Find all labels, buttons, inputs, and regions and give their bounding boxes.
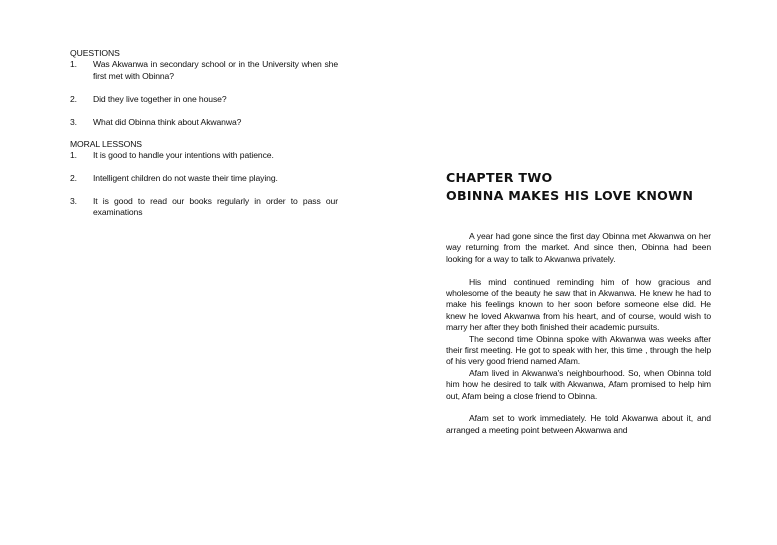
paragraph: Afam lived in Akwanwa's neighbourhood. So, when Obinna told him how he desired to talk with Akwanwa, Afam promised to help him out, Afam being a close friend to Obinna.: [446, 367, 711, 401]
question-text: Did they live together in one house?: [93, 93, 227, 104]
lesson-number: 3.: [70, 195, 77, 206]
question-number: 2.: [70, 93, 77, 104]
chapter-title: OBINNA MAKES HIS LOVE KNOWN: [446, 188, 694, 203]
question-text: Was Akwanwa in secondary school or in the University when she first met with Obinna?: [93, 59, 338, 81]
lesson-number: 2.: [70, 172, 77, 183]
right-page: [446, 169, 711, 436]
paragraph: Afam set to work immediately. He told Akwanwa about it, and arranged a meeting point between Akwanwa and: [446, 413, 711, 435]
chapter-heading: [446, 169, 711, 205]
question-item: [70, 117, 338, 128]
chapter-number: CHAPTER TWO: [446, 170, 553, 185]
moral-lessons-heading: MORAL LESSONS: [70, 138, 142, 149]
question-number: 1.: [70, 59, 77, 70]
question-item: [70, 59, 338, 82]
paragraph: His mind continued reminding him of how gracious and wholesome of the beauty he saw that in Akwanwa. He knew he had to make his feelings known to her soon before someone else did. He knew he loved Akwanwa from his heart, and of course, would wish to marry her after they both finished their academic pursuits.: [446, 276, 711, 333]
moral-lessons-list: [70, 150, 338, 219]
questions-list: [70, 59, 338, 128]
question-text: What did Obinna think about Akwanwa?: [93, 116, 242, 127]
question-item: [70, 94, 338, 105]
lesson-item: [70, 196, 338, 219]
lesson-item: [70, 173, 338, 184]
paragraph: A year had gone since the first day Obinna met Akwanwa on her way returning from the market. And since then, Obinna had been looking for a way to talk to Akwanwa privately.: [446, 231, 711, 264]
lesson-text: Intelligent children do not waste their time playing.: [93, 172, 278, 183]
lesson-item: [70, 150, 338, 161]
chapter-body: [446, 231, 711, 436]
lesson-text: It is good to read our books regularly in order to pass our examinations: [93, 195, 338, 218]
lesson-number: 1.: [70, 149, 77, 160]
left-page: [70, 48, 338, 230]
moral-lessons-section: [70, 139, 338, 219]
paragraph: The second time Obinna spoke with Akwanwa was weeks after their first meeting. He got to speak with her, this time , through the help of his very good friend named Afam.: [446, 333, 711, 367]
lesson-text: It is good to handle your intentions with patience.: [93, 149, 274, 160]
question-number: 3.: [70, 116, 77, 127]
questions-heading: QUESTIONS: [70, 48, 120, 58]
